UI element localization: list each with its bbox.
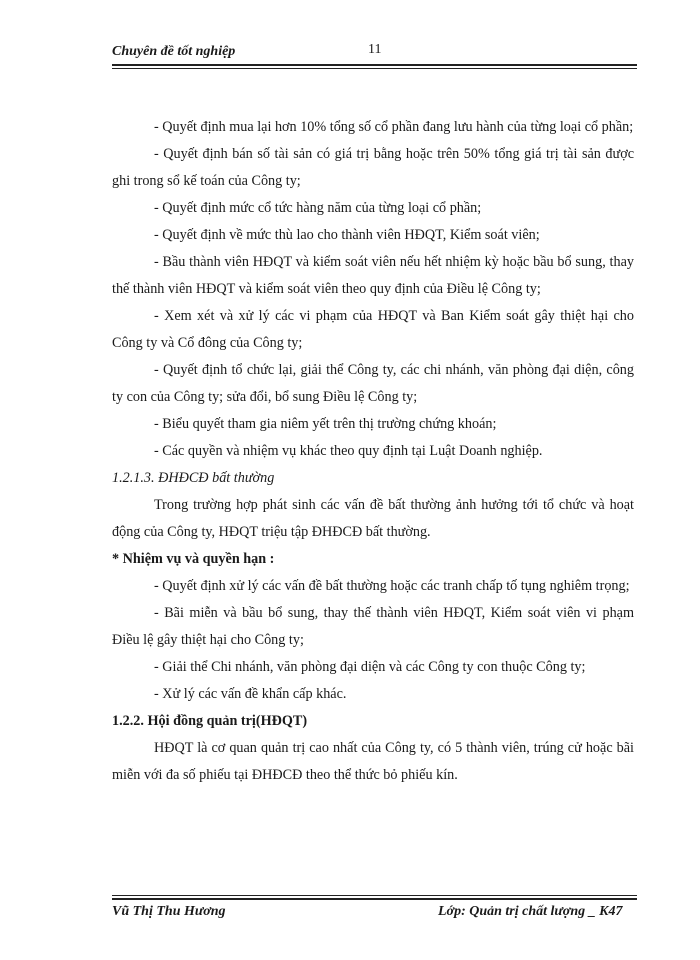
- paragraph: - Biểu quyết tham gia niêm yết trên thị trường chứng khoán;: [154, 416, 497, 432]
- document-body: [112, 114, 634, 789]
- paragraph: - Bầu thành viên HĐQT và kiểm soát viên nếu hết nhiệm kỳ hoặc bầu bổ sung, thay thế thành viên HĐQT và kiểm soát viên theo quy định của Điều lệ Công ty;: [112, 254, 634, 297]
- section-heading: 1.2.1.3. ĐHĐCĐ bất thường: [112, 470, 275, 486]
- paragraph: - Quyết định mua lại hơn 10% tổng số cổ phần đang lưu hành của từng loại cổ phần;: [154, 119, 634, 135]
- paragraph: - Các quyền và nhiệm vụ khác theo quy định tại Luật Doanh nghiệp.: [154, 443, 543, 459]
- paragraph: Trong trường hợp phát sinh các vấn đề bất thường ảnh hưởng tới tổ chức và hoạt động của Công ty, HĐQT triệu tập ĐHĐCĐ bất thường.: [112, 497, 634, 540]
- paragraph: - Quyết định về mức thù lao cho thành viên HĐQT, Kiểm soát viên;: [154, 227, 540, 243]
- page-header: [112, 44, 637, 66]
- footer-class: Lớp: Quản trị chất lượng _ K47: [438, 904, 623, 919]
- page-number: 11: [368, 42, 382, 57]
- footer-divider: [112, 895, 637, 900]
- paragraph: - Quyết định bán số tài sản có giá trị bằng hoặc trên 50% tổng giá trị tài sản được ghi trong sổ kế toán của Công ty;: [112, 146, 634, 189]
- duty-item: - Xử lý các vấn đề khẩn cấp khác.: [154, 686, 347, 702]
- paragraph: - Quyết định mức cổ tức hàng năm của từng loại cổ phần;: [154, 200, 482, 216]
- duty-item: - Quyết định xử lý các vấn đề bất thường hoặc các tranh chấp tố tụng nghiêm trọng;: [154, 578, 630, 594]
- footer-author: Vũ Thị Thu Hương: [112, 904, 226, 919]
- header-title: Chuyên đề tốt nghiệp: [112, 44, 236, 59]
- header-divider: [112, 64, 637, 69]
- section-heading: 1.2.2. Hội đồng quản trị(HĐQT): [112, 713, 308, 729]
- paragraph: HĐQT là cơ quan quản trị cao nhất của Công ty, có 5 thành viên, trúng cử hoặc bãi miễn với đa số phiếu tại ĐHĐCĐ theo thể thức bỏ phiếu kín.: [112, 740, 634, 783]
- duties-heading: * Nhiệm vụ và quyền hạn :: [112, 551, 275, 567]
- duty-item: - Giải thể Chi nhánh, văn phòng đại diện và các Công ty con thuộc Công ty;: [154, 659, 586, 675]
- paragraph: - Quyết định tổ chức lại, giải thể Công ty, các chi nhánh, văn phòng đại diện, công ty con của Công ty; sửa đổi, bổ sung Điều lệ Công ty;: [112, 362, 634, 405]
- duty-item: - Bãi miễn và bầu bổ sung, thay thế thành viên HĐQT, Kiểm soát viên vi phạm Điều lệ gây thiệt hại cho Công ty;: [112, 605, 634, 648]
- paragraph: - Xem xét và xử lý các vi phạm của HĐQT và Ban Kiểm soát gây thiệt hại cho Công ty và Cổ đông của Công ty;: [112, 308, 634, 351]
